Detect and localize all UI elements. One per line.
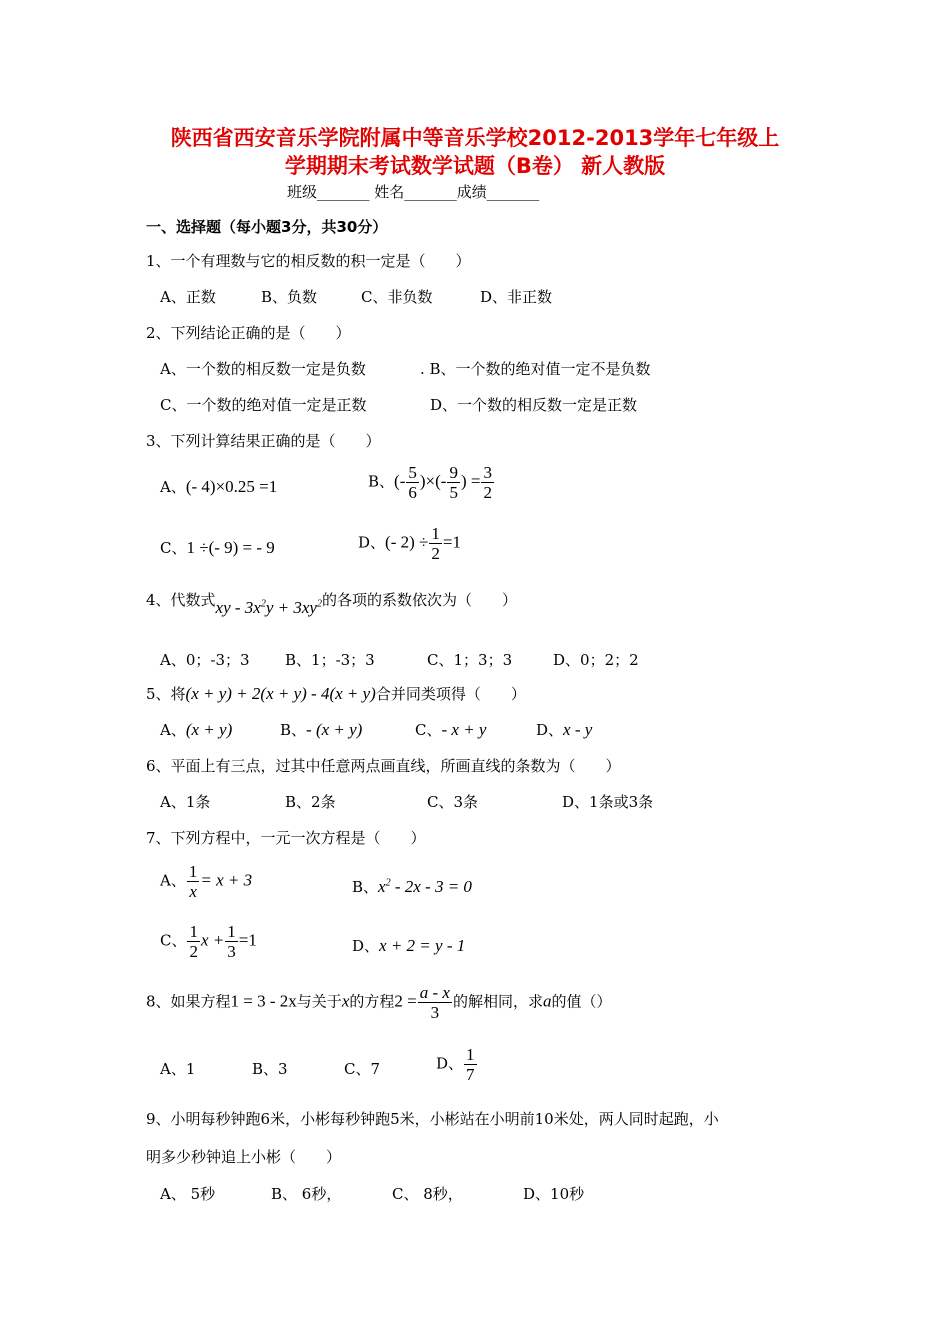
- q3-option-d: [358, 524, 461, 563]
- q2-option-a: A、一个数的相反数一定是负数: [160, 360, 366, 378]
- q4-option-b: B、1；-3；3: [285, 651, 375, 669]
- q7-c-mid: x +: [200, 930, 225, 950]
- q8-suffix: 的值（）: [551, 992, 612, 1011]
- q1-option-b: B、负数: [261, 288, 318, 306]
- q5-a-expr: (x + y): [185, 720, 233, 739]
- q3-d-fraction: [429, 524, 442, 563]
- q7-b-rest: - 2x - 3 = 0: [390, 877, 472, 896]
- q3-b-part3: ) =: [460, 471, 481, 491]
- q3-d-part2: =1: [442, 532, 461, 552]
- q3-c-label: C、: [160, 539, 187, 557]
- q3-d-label: D、: [358, 533, 386, 552]
- q4-expr-part1: xy - 3x: [215, 598, 261, 617]
- student-info-line: 班级_______ 姓名_______成绩_______: [287, 183, 540, 201]
- q2-option-c: C、一个数的绝对值一定是正数: [160, 396, 367, 414]
- numerator: 3: [483, 463, 492, 482]
- q5-d-expr: x - y: [563, 720, 593, 739]
- q5-option-b: [280, 719, 362, 740]
- denominator: 2: [189, 942, 198, 961]
- q7-option-b: [352, 876, 472, 897]
- q5-b-label: B、: [280, 721, 307, 739]
- q3-b-part2: )×(-: [419, 471, 447, 491]
- q9-option-a: A、 5秒: [160, 1185, 216, 1203]
- q8-variable-x: x: [341, 991, 350, 1011]
- q3-b-fraction-2: [447, 463, 460, 502]
- q8-option-b: B、3: [252, 1060, 288, 1078]
- q5-option-c: [415, 719, 486, 740]
- q2-option-b: . B、一个数的绝对值一定不是负数: [420, 360, 651, 378]
- denominator: 2: [483, 483, 492, 502]
- q4-exponent-2: 2: [316, 598, 322, 610]
- q3-a-expr: (- 4)×0.25 =1: [185, 477, 278, 496]
- q5-d-label: D、: [536, 721, 564, 739]
- question-8-stem: [146, 983, 611, 1022]
- denominator: 6: [408, 483, 417, 502]
- q9-option-c: C、 8秒，: [392, 1185, 463, 1203]
- q4-expression: [216, 598, 322, 617]
- q7-option-a: [160, 862, 252, 901]
- numerator: 1: [466, 1045, 475, 1064]
- q5-prefix: 5、将: [146, 685, 186, 703]
- q5-a-label: A、: [160, 721, 186, 739]
- question-9-line-2: 明多少秒钟追上小彬（ ）: [146, 1148, 342, 1166]
- numerator: 9: [449, 463, 458, 482]
- question-6-stem: 6、平面上有三点，过其中任意两点画直线，所画直线的条数为（ ）: [146, 757, 621, 775]
- q2-option-d: D、一个数的相反数一定是正数: [430, 396, 638, 414]
- q7-d-label: D、: [352, 937, 380, 955]
- section-heading: 一、选择题（每小题3分，共30分）: [146, 218, 388, 236]
- q5-c-expr: - x + y: [441, 720, 487, 739]
- question-2-stem: 2、下列结论正确的是（ ）: [146, 324, 351, 342]
- q7-d-expr: x + 2 = y - 1: [379, 936, 466, 955]
- question-9-line-1: 9、小明每秒钟跑6米，小彬每秒钟跑5米，小彬站在小明前10米处，两人同时起跑，小: [146, 1110, 719, 1128]
- q8-prefix: 8、如果方程: [146, 992, 231, 1011]
- q5-option-a: [160, 719, 232, 740]
- q6-option-c: C、3条: [427, 793, 479, 811]
- q7-c-label: C、: [160, 931, 187, 950]
- q7-a-fraction: [187, 862, 200, 901]
- q5-expression: (x + y) + 2(x + y) - 4(x + y): [185, 684, 376, 703]
- numerator: 1: [431, 524, 440, 543]
- q5-c-label: C、: [415, 721, 442, 739]
- q7-c-fraction-2: [225, 922, 238, 961]
- q6-option-a: A、1条: [160, 793, 211, 811]
- question-5-stem: [146, 683, 526, 704]
- q8-text-1: 与关于: [296, 992, 342, 1011]
- q5-option-d: [536, 719, 592, 740]
- q7-c-fraction-1: [187, 922, 200, 961]
- q3-option-a: [160, 476, 277, 497]
- q3-d-part1: (- 2) ÷: [385, 532, 429, 552]
- q3-b-fraction-3: [481, 463, 494, 502]
- denominator: 3: [430, 1003, 440, 1022]
- denominator: 7: [466, 1065, 475, 1084]
- q4-suffix: 的各项的系数依次为（ ）: [321, 591, 517, 609]
- q4-option-a: A、0；-3；3: [160, 651, 250, 669]
- q4-expr-part2: y + 3xy: [265, 598, 317, 617]
- q8-fraction: [418, 983, 452, 1022]
- q7-b-base: x: [378, 877, 386, 896]
- question-7-stem: 7、下列方程中，一元一次方程是（ ）: [146, 829, 426, 847]
- q4-option-d: D、0；2；2: [553, 651, 639, 669]
- q3-a-label: A、: [160, 478, 186, 496]
- q9-option-b: B、 6秒，: [271, 1185, 342, 1203]
- title-line-1: 陕西省西安音乐学院附属中等音乐学校2012-2013学年七年级上: [170, 126, 780, 150]
- q3-b-fraction-1: [406, 463, 419, 502]
- q4-exponent-1: 2: [260, 598, 266, 610]
- q3-option-b: [368, 463, 495, 502]
- numerator: 1: [188, 862, 198, 881]
- question-4-stem: [146, 589, 517, 617]
- denominator: 3: [227, 942, 236, 961]
- q7-b-label: B、: [352, 878, 379, 896]
- q8-equation-2-left: 2 =: [394, 991, 417, 1011]
- q6-option-b: B、2条: [285, 793, 336, 811]
- numerator: 5: [408, 463, 417, 482]
- q5-b-expr: - (x + y): [306, 720, 363, 739]
- q7-option-c: [160, 922, 257, 961]
- question-3-stem: 3、下列计算结果正确的是（ ）: [146, 432, 381, 450]
- q8-option-a: A、1: [160, 1060, 196, 1078]
- q7-a-label: A、: [160, 871, 186, 890]
- q8-d-label: D、: [436, 1054, 464, 1073]
- denominator: 2: [431, 544, 440, 563]
- q7-option-d: [352, 935, 465, 956]
- denominator: x: [189, 882, 197, 901]
- q3-c-expr: 1 ÷(- 9) = - 9: [186, 538, 275, 557]
- numerator: a - x: [419, 983, 450, 1002]
- q6-option-d: D、1条或3条: [562, 793, 654, 811]
- question-1-stem: 1、一个有理数与它的相反数的积一定是（ ）: [146, 252, 471, 270]
- q5-suffix: 合并同类项得（ ）: [375, 685, 526, 703]
- q9-option-d: D、10秒: [523, 1185, 585, 1203]
- denominator: 5: [449, 483, 458, 502]
- numerator: 1: [189, 922, 198, 941]
- q7-c-post: =1: [238, 930, 257, 950]
- q7-b-expr: [378, 877, 472, 896]
- q3-option-c: [160, 537, 275, 558]
- q8-text-3: 的解相同，求: [452, 992, 543, 1011]
- q1-option-d: D、非正数: [480, 288, 553, 306]
- q8-option-d: [436, 1045, 478, 1084]
- q8-d-fraction: [464, 1045, 477, 1084]
- title-line-2: 学期期末考试数学试题（B卷） 新人教版: [284, 154, 666, 178]
- q8-option-c: C、7: [344, 1060, 381, 1078]
- q4-option-c: C、1；3；3: [427, 651, 513, 669]
- q8-equation-1: 1 = 3 - 2x: [230, 991, 297, 1011]
- q3-b-part1: (-: [394, 471, 406, 491]
- q7-a-expr: = x + 3: [200, 870, 253, 890]
- q4-prefix: 4、代数式: [146, 591, 216, 609]
- q8-variable-a: a: [542, 991, 552, 1011]
- numerator: 1: [227, 922, 236, 941]
- q7-b-exponent: 2: [385, 877, 391, 889]
- q1-option-a: A、正数: [160, 288, 216, 306]
- q3-b-label: B、: [368, 472, 395, 491]
- q1-option-c: C、非负数: [361, 288, 433, 306]
- q8-text-2: 的方程: [349, 992, 395, 1011]
